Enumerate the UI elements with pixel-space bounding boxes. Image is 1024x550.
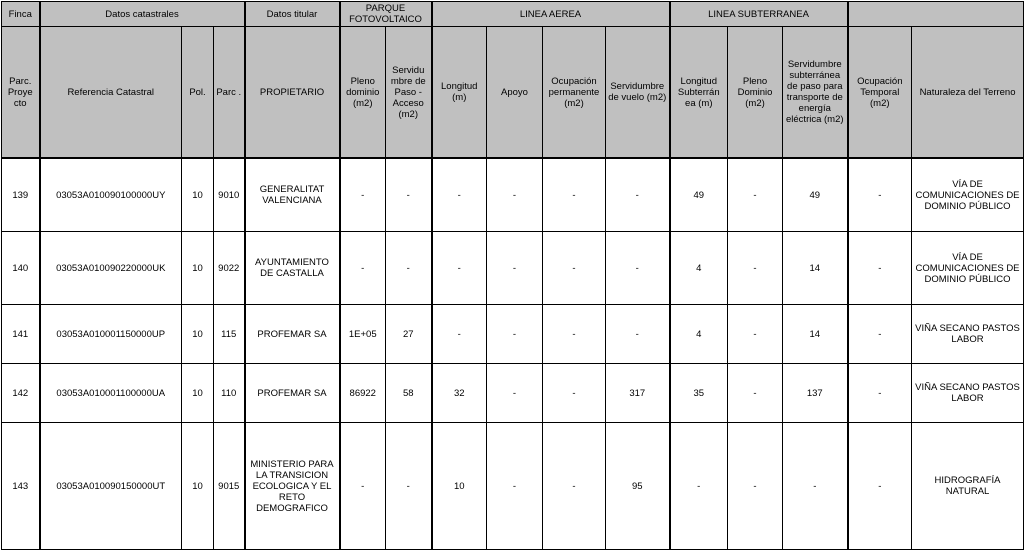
header-datos-titular: Datos titular: [245, 2, 340, 27]
table-row: [2, 423, 1024, 550]
cell-referencia: 03053A010001100000UA: [40, 364, 182, 423]
cell-parc-proyecto: 140: [2, 232, 40, 305]
cell-pol: 10: [182, 232, 214, 305]
cell-longitud: -: [432, 158, 487, 232]
cell-naturaleza: VÍA DE COMUNICACIONES DE DOMINIO PÚBLICO: [912, 232, 1024, 305]
header-finca: Finca: [2, 2, 40, 27]
cell-servidumbre-vuelo: -: [606, 305, 670, 364]
cell-propietario: GENERALITAT VALENCIANA: [245, 158, 340, 232]
cell-servidumbre-sub: 49: [783, 158, 848, 232]
cell-pleno-dominio-sub: -: [728, 305, 783, 364]
col-longitud: Longitud (m): [432, 27, 487, 159]
cell-pol: 10: [182, 423, 214, 550]
cell-pleno-dominio: 1E+05: [340, 305, 386, 364]
cell-propietario: AYUNTAMIENTO DE CASTALLA: [245, 232, 340, 305]
cell-pol: 10: [182, 158, 214, 232]
col-servidumbre-vuelo: Servidumbre de vuelo (m2): [606, 27, 670, 159]
col-naturaleza-terreno: Naturaleza del Terreno: [912, 27, 1024, 159]
header-datos-catastrales: Datos catastrales: [40, 2, 245, 27]
cell-parc: 9010: [214, 158, 245, 232]
table-row: [2, 232, 1024, 305]
col-ocupacion-temporal: Ocupación Temporal (m2): [848, 27, 912, 159]
col-pol: Pol.: [182, 27, 214, 159]
cell-pleno-dominio-sub: -: [728, 364, 783, 423]
cell-ocupacion-temporal: -: [848, 232, 912, 305]
cell-propietario: PROFEMAR SA: [245, 305, 340, 364]
cell-ocupacion-permanente: -: [543, 305, 606, 364]
header-linea-aerea: LINEA AEREA: [432, 2, 670, 27]
cell-parc-proyecto: 141: [2, 305, 40, 364]
cell-pleno-dominio-sub: -: [728, 158, 783, 232]
cell-referencia: 03053A010001150000UP: [40, 305, 182, 364]
header-blank-group: [848, 2, 1024, 27]
cell-parc: 9022: [214, 232, 245, 305]
cell-pleno-dominio: -: [340, 232, 386, 305]
cell-pleno-dominio: 86922: [340, 364, 386, 423]
col-longitud-subterranea: Longitud Subterrán ea (m): [670, 27, 728, 159]
cell-referencia: 03053A010090150000UT: [40, 423, 182, 550]
cell-propietario: MINISTERIO PARA LA TRANSICION ECOLOGICA Y EL RETO DEMOGRAFICO: [245, 423, 340, 550]
cell-longitud: 32: [432, 364, 487, 423]
cell-servidumbre-sub: 137: [783, 364, 848, 423]
cell-pleno-dominio: -: [340, 158, 386, 232]
cell-ocupacion-temporal: -: [848, 305, 912, 364]
cell-ocupacion-permanente: -: [543, 232, 606, 305]
col-pleno-dominio-sub: Pleno Dominio (m2): [728, 27, 783, 159]
cell-servidumbre-sub: 14: [783, 305, 848, 364]
cell-servidumbre-vuelo: -: [606, 158, 670, 232]
cell-naturaleza: VÍA DE COMUNICACIONES DE DOMINIO PÚBLICO: [912, 158, 1024, 232]
header-linea-subterranea: LINEA SUBTERRANEA: [670, 2, 848, 27]
cell-servidumbre-acceso: 27: [386, 305, 432, 364]
cell-longitud-sub: -: [670, 423, 728, 550]
cell-apoyo: -: [487, 305, 543, 364]
col-servidumbre-subterranea: Servidumbre subterránea de paso para transporte de energía eléctrica (m2): [783, 27, 848, 159]
cell-apoyo: -: [487, 232, 543, 305]
header-group-row: [2, 2, 1024, 27]
cell-longitud: 10: [432, 423, 487, 550]
cell-ocupacion-temporal: -: [848, 423, 912, 550]
cell-apoyo: -: [487, 423, 543, 550]
cell-servidumbre-vuelo: 95: [606, 423, 670, 550]
table-row: [2, 305, 1024, 364]
cell-referencia: 03053A010090100000UY: [40, 158, 182, 232]
cell-parc-proyecto: 142: [2, 364, 40, 423]
cell-servidumbre-acceso: -: [386, 423, 432, 550]
cell-parc-proyecto: 143: [2, 423, 40, 550]
cell-longitud: -: [432, 232, 487, 305]
table-body: [2, 158, 1024, 550]
cell-naturaleza: VIÑA SECANO PASTOS LABOR: [912, 305, 1024, 364]
cell-servidumbre-acceso: -: [386, 232, 432, 305]
cell-servidumbre-acceso: 58: [386, 364, 432, 423]
cell-pol: 10: [182, 364, 214, 423]
parcel-affection-table: [1, 1, 1024, 550]
cell-propietario: PROFEMAR SA: [245, 364, 340, 423]
cell-pleno-dominio-sub: -: [728, 232, 783, 305]
col-parc: Parc .: [214, 27, 245, 159]
table-row: [2, 158, 1024, 232]
header-column-row: [2, 27, 1024, 159]
col-ocupacion-permanente: Ocupación permanente (m2): [543, 27, 606, 159]
cell-longitud-sub: 35: [670, 364, 728, 423]
cell-servidumbre-sub: -: [783, 423, 848, 550]
cell-parc: 9015: [214, 423, 245, 550]
header-parque-fotovoltaico: PARQUE FOTOVOLTAICO: [340, 2, 432, 27]
table-header: [2, 2, 1024, 159]
cell-longitud-sub: 4: [670, 305, 728, 364]
cell-apoyo: -: [487, 364, 543, 423]
cell-apoyo: -: [487, 158, 543, 232]
cell-ocupacion-permanente: -: [543, 364, 606, 423]
cell-naturaleza: VIÑA SECANO PASTOS LABOR: [912, 364, 1024, 423]
cell-longitud-sub: 49: [670, 158, 728, 232]
cell-ocupacion-temporal: -: [848, 364, 912, 423]
cell-parc: 115: [214, 305, 245, 364]
cell-naturaleza: HIDROGRAFÍA NATURAL: [912, 423, 1024, 550]
cell-ocupacion-permanente: -: [543, 158, 606, 232]
cell-ocupacion-temporal: -: [848, 158, 912, 232]
table-row: [2, 364, 1024, 423]
cell-servidumbre-acceso: -: [386, 158, 432, 232]
cell-ocupacion-permanente: -: [543, 423, 606, 550]
col-servidumbre-acceso: Servidu mbre de Paso - Acceso (m2): [386, 27, 432, 159]
cell-pleno-dominio: -: [340, 423, 386, 550]
cell-parc-proyecto: 139: [2, 158, 40, 232]
col-referencia-catastral: Referencia Catastral: [40, 27, 182, 159]
cell-pol: 10: [182, 305, 214, 364]
cell-referencia: 03053A010090220000UK: [40, 232, 182, 305]
col-parc-proyecto: Parc. Proye cto: [2, 27, 40, 159]
cell-longitud-sub: 4: [670, 232, 728, 305]
cell-parc: 110: [214, 364, 245, 423]
cell-pleno-dominio-sub: -: [728, 423, 783, 550]
cell-servidumbre-sub: 14: [783, 232, 848, 305]
col-pleno-dominio: Pleno dominio (m2): [340, 27, 386, 159]
cell-longitud: -: [432, 305, 487, 364]
cell-servidumbre-vuelo: -: [606, 232, 670, 305]
cell-servidumbre-vuelo: 317: [606, 364, 670, 423]
col-apoyo: Apoyo: [487, 27, 543, 159]
col-propietario: PROPIETARIO: [245, 27, 340, 159]
